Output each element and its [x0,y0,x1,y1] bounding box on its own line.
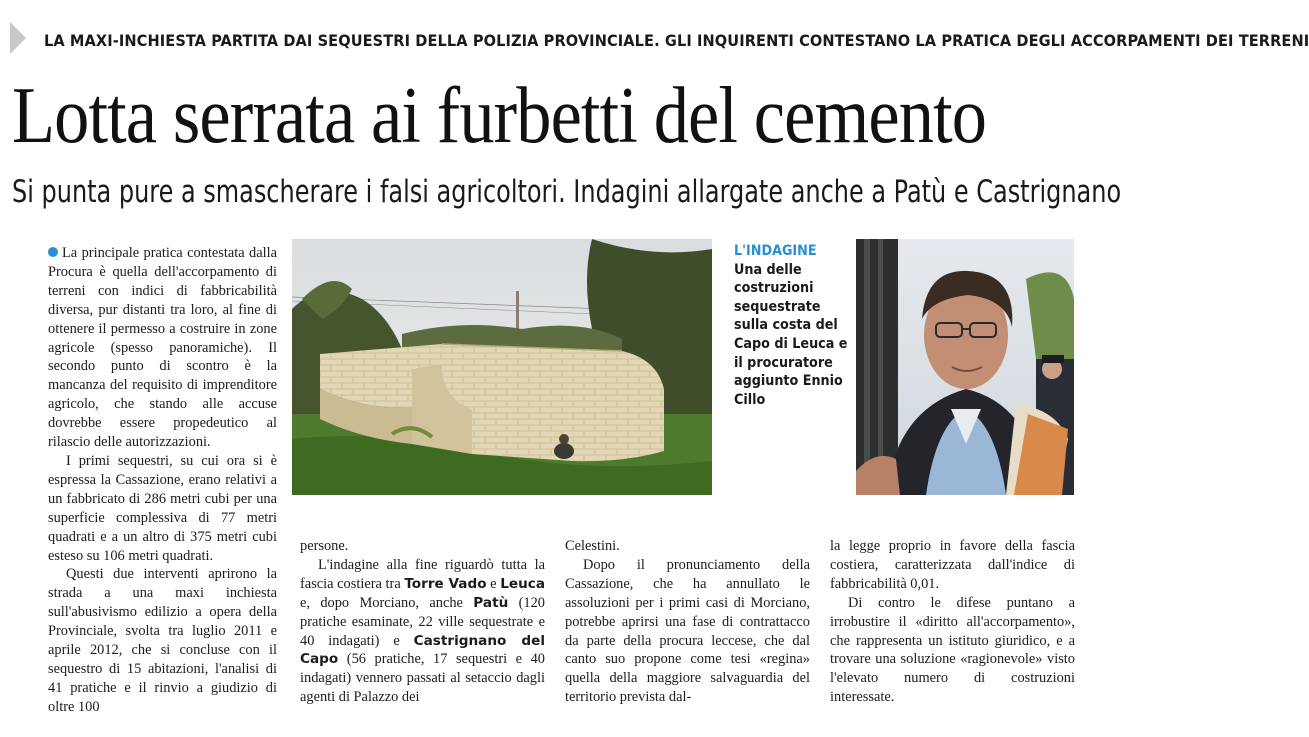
text-run: e, dopo Morciano, anche [300,594,474,611]
paragraph: Questi due interventi aprirono la strada a una maxi inchiesta sull'abusivismo edilizio a opera della Provinciale, svolta tra luglio 2011 e aprile 2012, che si concluse con il sequestro di 15 abitazioni, l'analisi di 41 pratiche e il rinvio a giudizio di oltre 100 [48,566,277,715]
photo-caption [734,242,850,409]
paragraph: I primi sequestri, su cui ora si è espressa la Cassazione, erano relativi a un fabbricato di 286 metri cubi per una superficie complessiva di 77 metri quadrati e a un altro di 375 metri cubi esteso su 106 metri quadrati. [48,452,277,564]
kicker: LA MAXI-INCHIESTA PARTITA DAI SEQUESTRI DELLA POLIZIA PROVINCIALE. GLI INQUIRENTI CONTESTANO LA PRATICA DEGLI ACCORPAMENTI DEI TERRENI [44,31,1309,50]
place-name: Leuca [500,575,545,592]
paragraph-text: La principale pratica contestata dalla Procura è quella dell'accorpamento di terreni con indici di fabbricabilità diversa, pur distanti tra loro, al fine di ottenere il permesso a costruire in zone agricole (spesso panoramiche). Il secondo punto di scontro è la mancanza del requisito di imprenditore agricolo, che stando alle accuse dovrebbe essere propedeutico al rilascio delle autorizzazioni. [48,245,277,451]
paragraph [300,556,545,707]
walled-construction-image [292,239,712,495]
text-run: (56 pratiche, 17 sequestri e 40 indagati) vennero passati al setaccio dagli agenti di Palazzo dei [300,651,545,706]
paragraph [48,244,277,452]
text-run: (120 pratiche esaminate, 22 ville sequestrate e 40 indagati) e [300,594,545,649]
caption-text: Una delle costruzioni sequestrate sulla costa del Capo di Leuca e il procuratore aggiunto Ennio Cillo [734,261,848,408]
body-column-2 [300,537,545,707]
paragraph: Di contro le difese puntano a irrobustire il «diritto all'accorpamento», che rappresenta un istituto giuridico, e a trovare una soluzione «ragionevole» visto l'elevato numero di costruzioni interessate. [830,594,1075,706]
body-column-4 [830,537,1075,707]
place-name: Torre Vado [404,575,487,592]
text-run: L'indagine alla fine riguardò tutta la fascia costiera tra [300,556,545,592]
body-column-3 [565,537,810,707]
portrait-image [856,239,1074,495]
paragraph: Celestini. [565,538,620,554]
caption-label: L'INDAGINE [734,243,817,259]
body-column-1 [48,244,277,717]
paragraph: Dopo il pronunciamento della Cassazione, che ha annullato le assoluzioni per i primi casi di Morciano, potrebbe aprirsi una fase di contrattacco da parte della procura leccese, che dal canto suo propone come tesi «regina» quella della maggiore salvaguardia del territorio prevista dal- [565,556,810,706]
paragraph: la legge proprio in favore della fascia costiera, caratterizzata dall'indice di fabbricabilità 0,01. [830,538,1075,592]
bullet-dot-icon [48,247,58,257]
paragraph: persone. [300,538,349,554]
kicker-arrow-icon [10,22,26,54]
headline: Lotta serrata ai furbetti del cemento [12,72,987,160]
place-name: Patù [473,594,509,611]
text-run: e [486,575,501,592]
prosecutor-photo [856,239,1074,495]
place-name: Castrignano del Capo [300,632,546,668]
construction-photo [292,239,712,495]
subheadline: Si punta pure a smascherare i falsi agricoltori. Indagini allargate anche a Patù e Castrignano [12,174,1122,210]
